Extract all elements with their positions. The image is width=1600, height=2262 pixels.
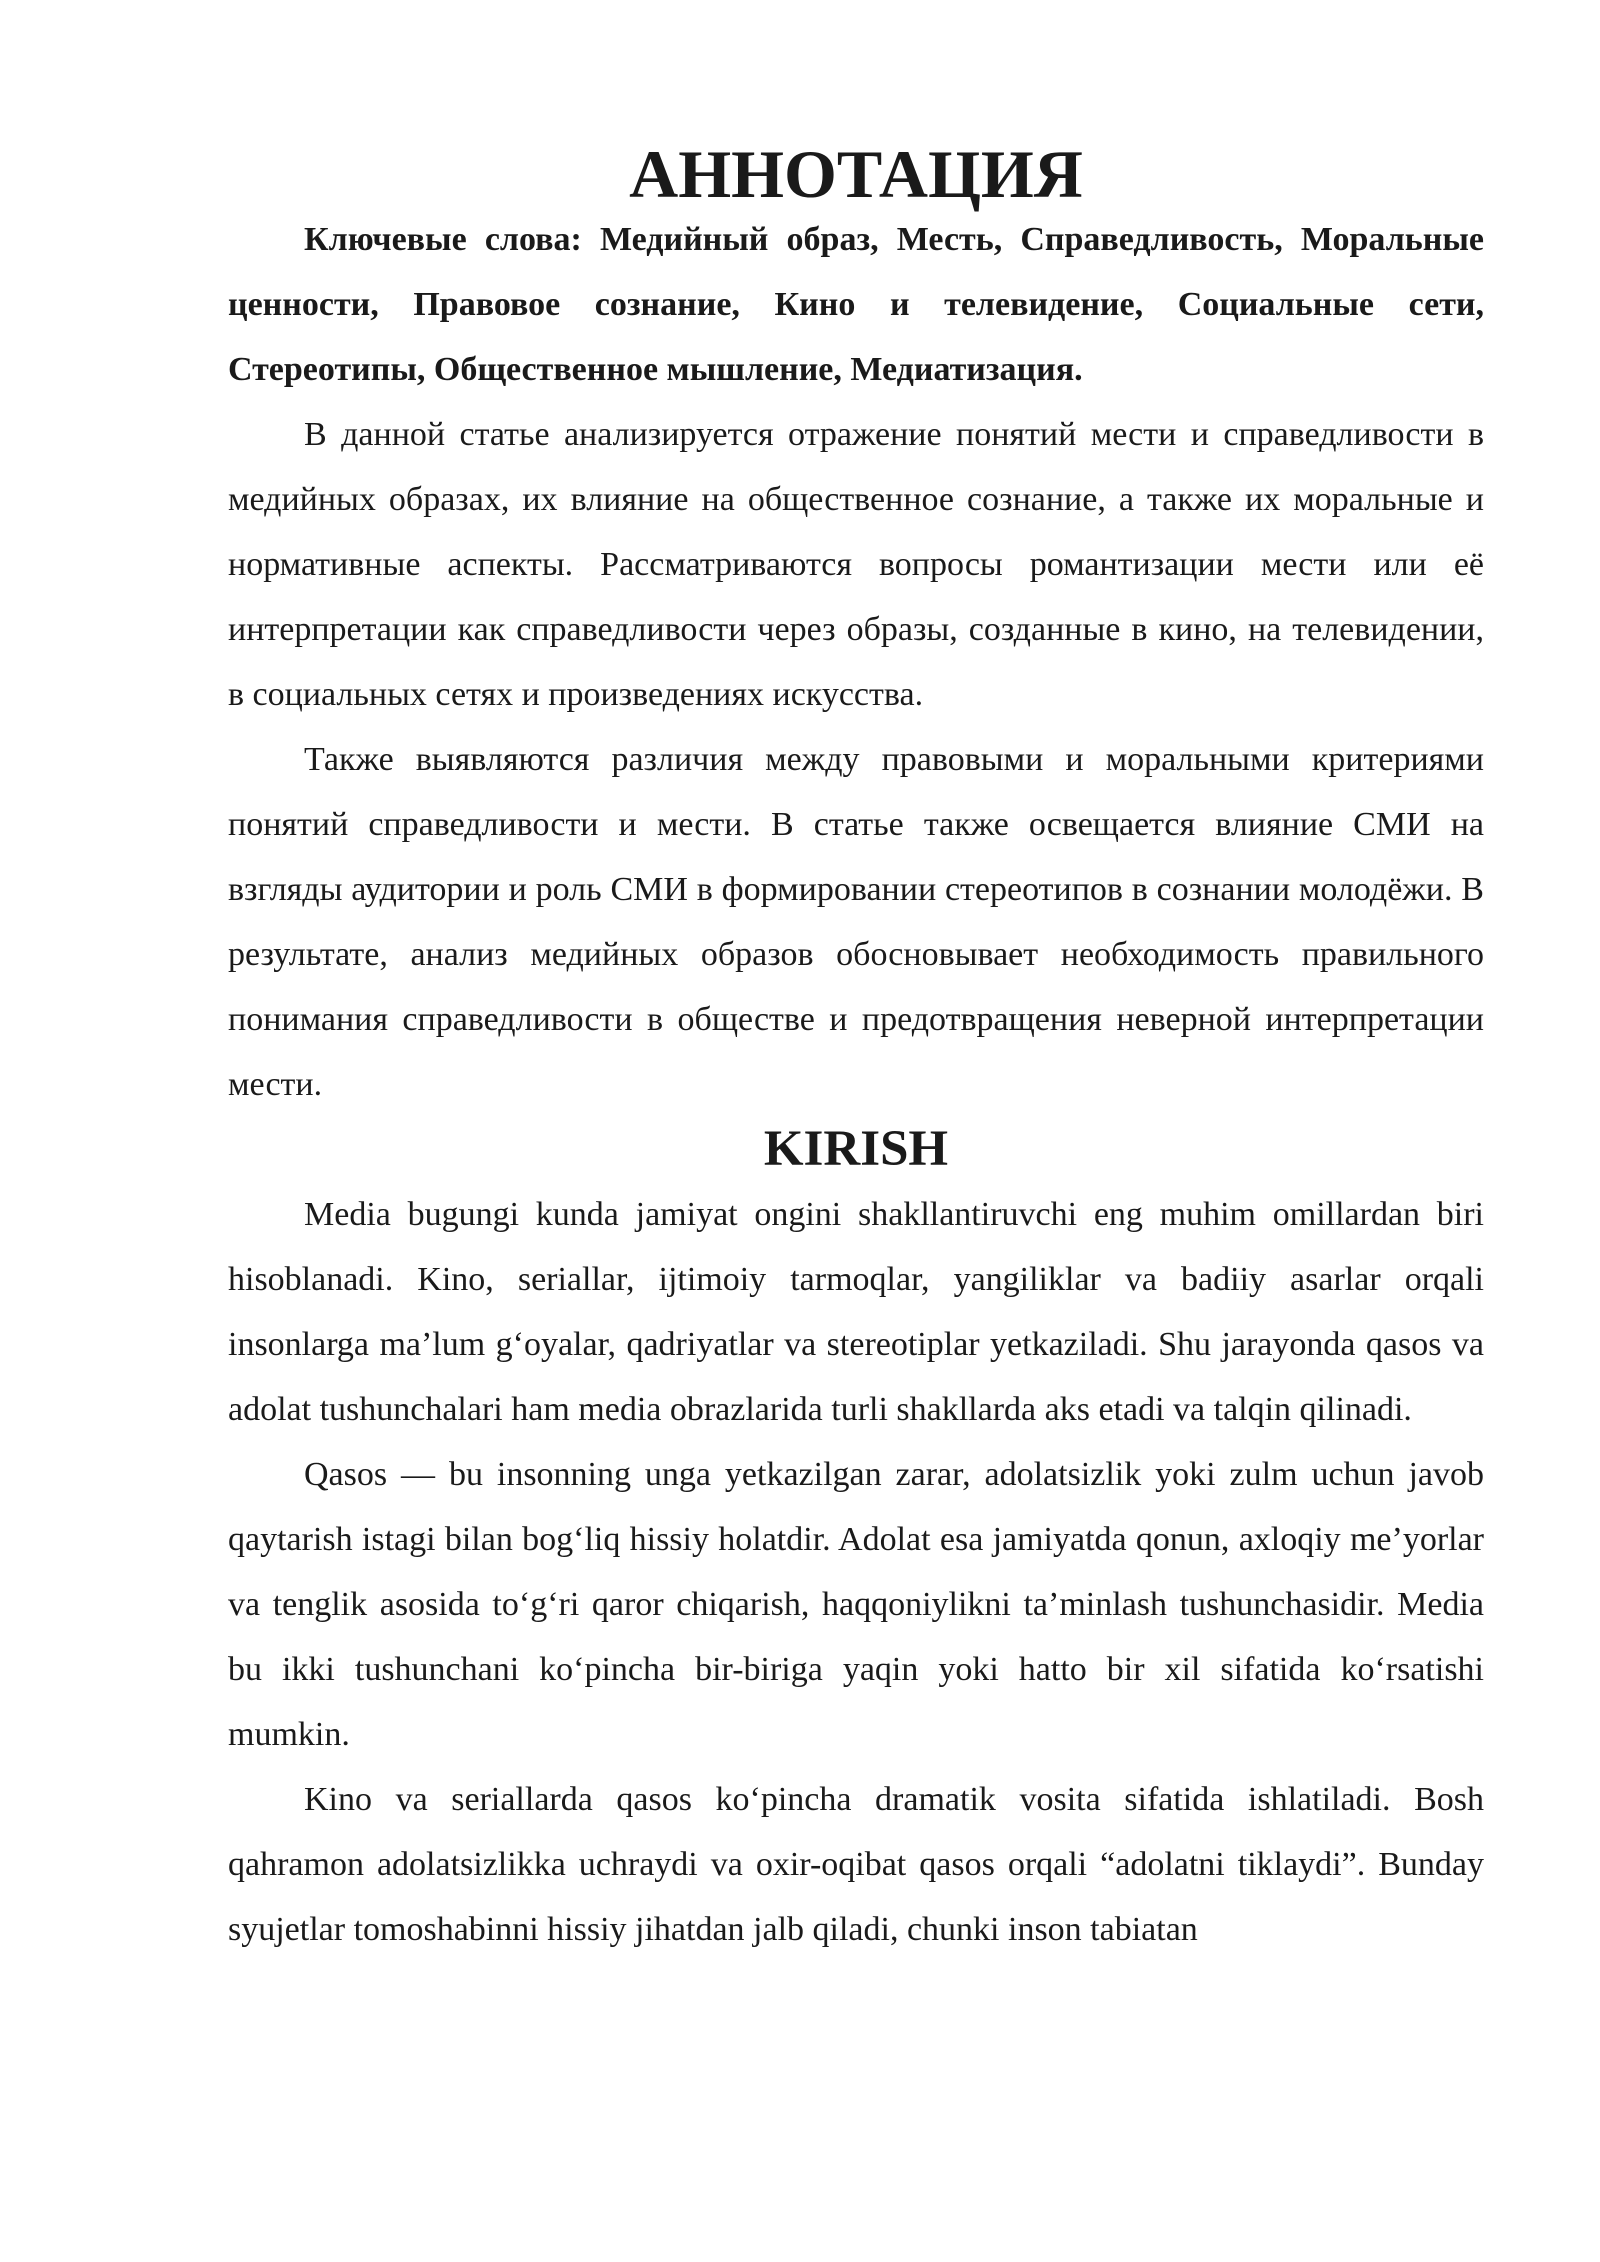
annotation-paragraph-2: Также выявляются различия между правовыми и моральными критериями понятий справедливости и мести. В статье также освещается влияние СМИ на взгляды аудитории и роль СМИ в формировании стереотипов в сознании молодёжи. В результате, анализ медийных образов обосновывает необходимость правильного понимания справедливости в обществе и предотвращения неверной интерпретации мести. xyxy=(228,741,1484,1103)
introduction-paragraph-3: Kino va seriallarda qasos ko‘pincha dramatik vosita sifatida ishlatiladi. Bosh qahramon adolatsizlikka uchraydi va oxir-oqibat qasos orqali “adolatni tiklaydi”. Bunday syujetlar tomoshabinni hissiy jihatdan jalb qiladi, chunki inson tabiatan xyxy=(228,1781,1484,1948)
annotation-paragraph-1: В данной статье анализируется отражение понятий мести и справедливости в медийных образах, их влияние на общественное сознание, а также их моральные и нормативные аспекты. Рассматриваются вопросы романтизации мести или её интерпретации как справедливости через образы, созданные в кино, на телевидении, в социальных сетях и произведениях искусства. xyxy=(228,416,1484,713)
introduction-paragraph-2: Qasos — bu insonning unga yetkazilgan zarar, adolatsizlik yoki zulm uchun javob qaytarish istagi bilan bog‘liq hissiy holatdir. Adolat esa jamiyatda qonun, axloqiy me’yorlar va tenglik asosida to‘g‘ri qaror chiqarish, haqqoniylikni ta’minlash tushunchasidir. Media bu ikki tushunchani ko‘pincha bir-biriga yaqin yoki hatto bir xil sifatida ko‘rsatishi mumkin. xyxy=(228,1456,1484,1753)
annotation-heading: АННОТАЦИЯ xyxy=(629,136,1083,212)
keywords-paragraph: Ключевые слова: Медийный образ, Месть, Справедливость, Моральные ценности, Правовое сознание, Кино и телевидение, Социальные сети, Стереотипы, Общественное мышление, Медиатизация. xyxy=(228,221,1484,388)
document-content xyxy=(228,136,1484,1962)
introduction-paragraph-1: Media bugungi kunda jamiyat ongini shakllantiruvchi eng muhim omillardan biri hisoblanadi. Kino, seriallar, ijtimoiy tarmoqlar, yangiliklar va badiiy asarlar orqali insonlarga ma’lum g‘oyalar, qadriyatlar va stereotiplar yetkaziladi. Shu jarayonda qasos va adolat tushunchalari ham media obrazlarida turli shakllarda aks etadi va talqin qilinadi. xyxy=(228,1196,1484,1428)
introduction-heading: KIRISH xyxy=(763,1121,949,1177)
